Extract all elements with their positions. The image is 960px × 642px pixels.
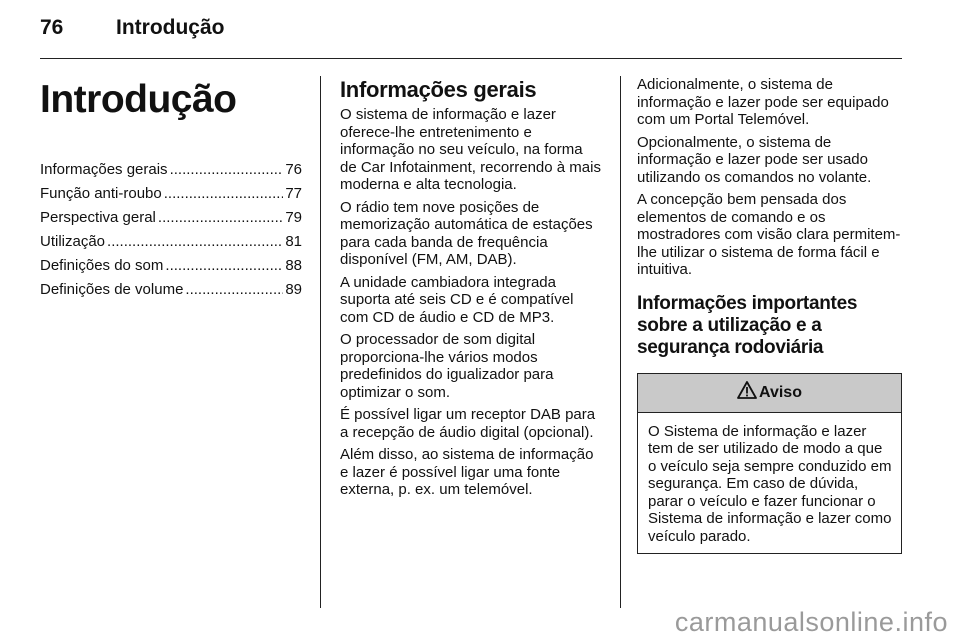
- running-title: Introdução: [116, 16, 225, 39]
- toc-entry[interactable]: [40, 232, 302, 251]
- toc-page: 76: [285, 161, 302, 178]
- toc-label: Função anti-roubo: [40, 185, 162, 202]
- warning-header: [638, 374, 901, 413]
- page-number: 76: [40, 16, 64, 39]
- toc-label: Perspectiva geral: [40, 209, 156, 226]
- column-divider: [320, 76, 321, 608]
- toc-label: Informações gerais: [40, 161, 168, 178]
- toc-page: 89: [285, 281, 302, 298]
- toc-label: Definições do som: [40, 257, 164, 274]
- paragraph: O sistema de informação e lazer oferece-lhe entretenimento e informação no seu veículo, na forma de Car Infotainment, recorrendo à mais moderna e alta tecnologia.: [340, 106, 601, 193]
- watermark: carmanualsonline.info: [674, 607, 948, 637]
- toc-label: Definições de volume: [40, 281, 184, 298]
- toc-page: 81: [285, 233, 302, 250]
- table-of-contents: [40, 160, 302, 299]
- toc-column: [40, 76, 302, 304]
- toc-entry[interactable]: [40, 208, 302, 227]
- paragraph: Além disso, ao sistema de informação e lazer é possível ligar uma fonte externa, p. ex. um telemóvel.: [340, 446, 594, 498]
- paragraph: Opcionalmente, o sistema de informação e lazer pode ser usado utilizando os comandos no volante.: [637, 133, 872, 186]
- header-rule: [40, 58, 902, 59]
- toc-entry[interactable]: [40, 184, 302, 203]
- safety-column: [637, 76, 902, 554]
- warning-box: [637, 373, 902, 555]
- warning-text: O Sistema de informação e lazer tem de ser utilizado de modo a que o veículo seja sempre conduzido em segurança. Em caso de dúvida, parar o veículo e fazer funcionar o Sistema de informação e lazer como veículo parado.: [648, 422, 892, 545]
- paragraph: A concepção bem pensada dos elementos de comando e os mostradores com visão clara permitem-lhe utilizar o sistema de forma fácil e intuitiva.: [637, 191, 901, 278]
- toc-page: 77: [285, 185, 302, 202]
- toc-page: 88: [285, 257, 302, 274]
- toc-entry[interactable]: [40, 160, 302, 179]
- paragraph: É possível ligar um receptor DAB para a recepção de áudio digital (opcional).: [340, 406, 596, 441]
- paragraph: Adicionalmente, o sistema de informação e lazer pode ser equipado com um Portal Telemóvel.: [637, 76, 889, 128]
- subsection-heading: Informações importantes sobre a utilização e a segurança rodoviária: [637, 292, 858, 358]
- paragraph: O rádio tem nove posições de memorização automática de estações para cada banda de frequência disponível (FM, AM, DAB).: [340, 198, 593, 268]
- paragraph: A unidade cambiadora integrada suporta até seis CD e é compatível com CD de áudio e CD de MP3.: [340, 273, 574, 326]
- chapter-title: Introdução: [40, 78, 237, 121]
- toc-label: Utilização: [40, 233, 106, 250]
- general-info-column: [340, 76, 602, 504]
- warning-triangle-icon: [737, 381, 757, 404]
- toc-page: 79: [285, 209, 302, 226]
- paragraph: O processador de som digital proporciona-lhe vários modos predefinidos do igualizador para optimizar o som.: [340, 331, 554, 401]
- toc-entry[interactable]: [40, 280, 302, 299]
- column-divider: [620, 76, 621, 608]
- toc-entry[interactable]: [40, 256, 302, 275]
- section-heading: Informações gerais: [340, 77, 537, 102]
- warning-title: Aviso: [759, 383, 802, 401]
